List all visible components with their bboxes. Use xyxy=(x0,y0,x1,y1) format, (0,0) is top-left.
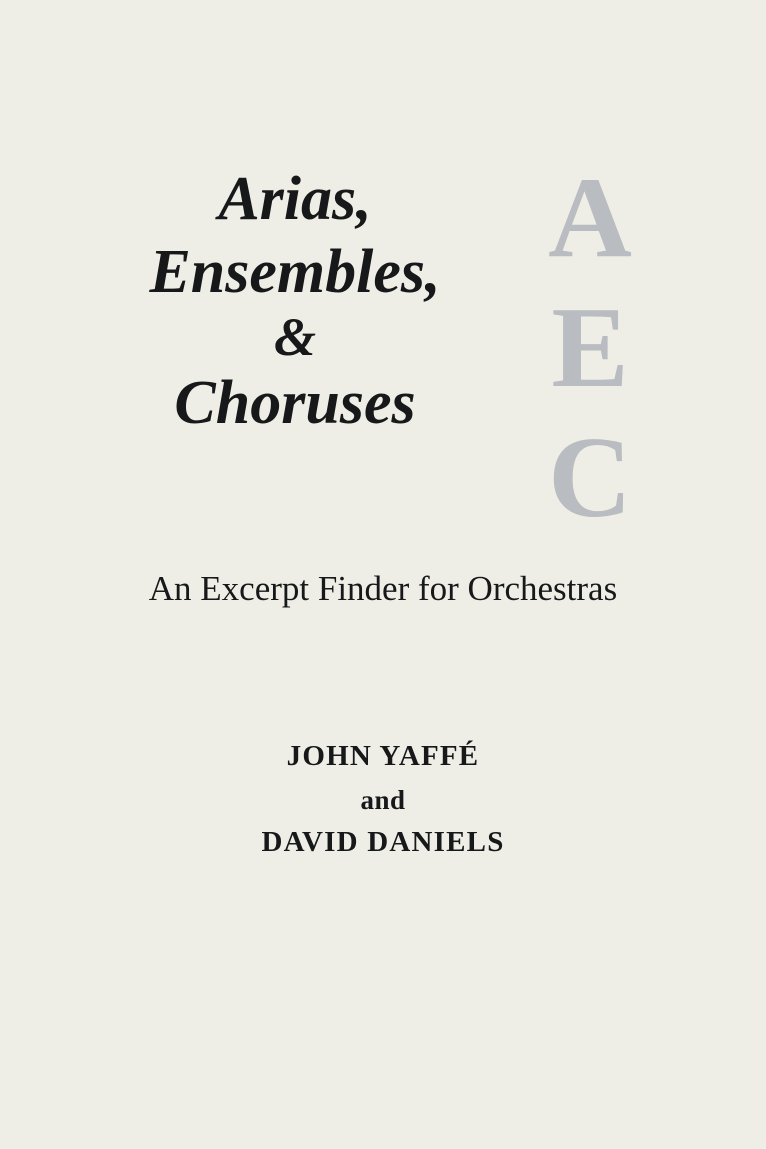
watermark-letter-a: A xyxy=(548,154,632,282)
watermark-letter-e: E xyxy=(551,284,629,412)
title-line-1: Arias, xyxy=(218,165,372,233)
title-line-4: Choruses xyxy=(174,368,416,437)
title-ampersand: & xyxy=(273,307,316,368)
title-line-2: Ensembles, xyxy=(149,238,441,307)
watermark-letter-c: C xyxy=(548,414,632,542)
author-secondary: DAVID DANIELS xyxy=(261,826,505,858)
watermark-letters xyxy=(520,154,660,550)
book-subtitle: An Excerpt Finder for Orchestras xyxy=(148,569,618,608)
author-primary: JOHN YAFFÉ xyxy=(286,740,480,772)
author-conjunction: and xyxy=(360,785,406,815)
author-block xyxy=(0,742,766,857)
book-title xyxy=(60,165,530,437)
